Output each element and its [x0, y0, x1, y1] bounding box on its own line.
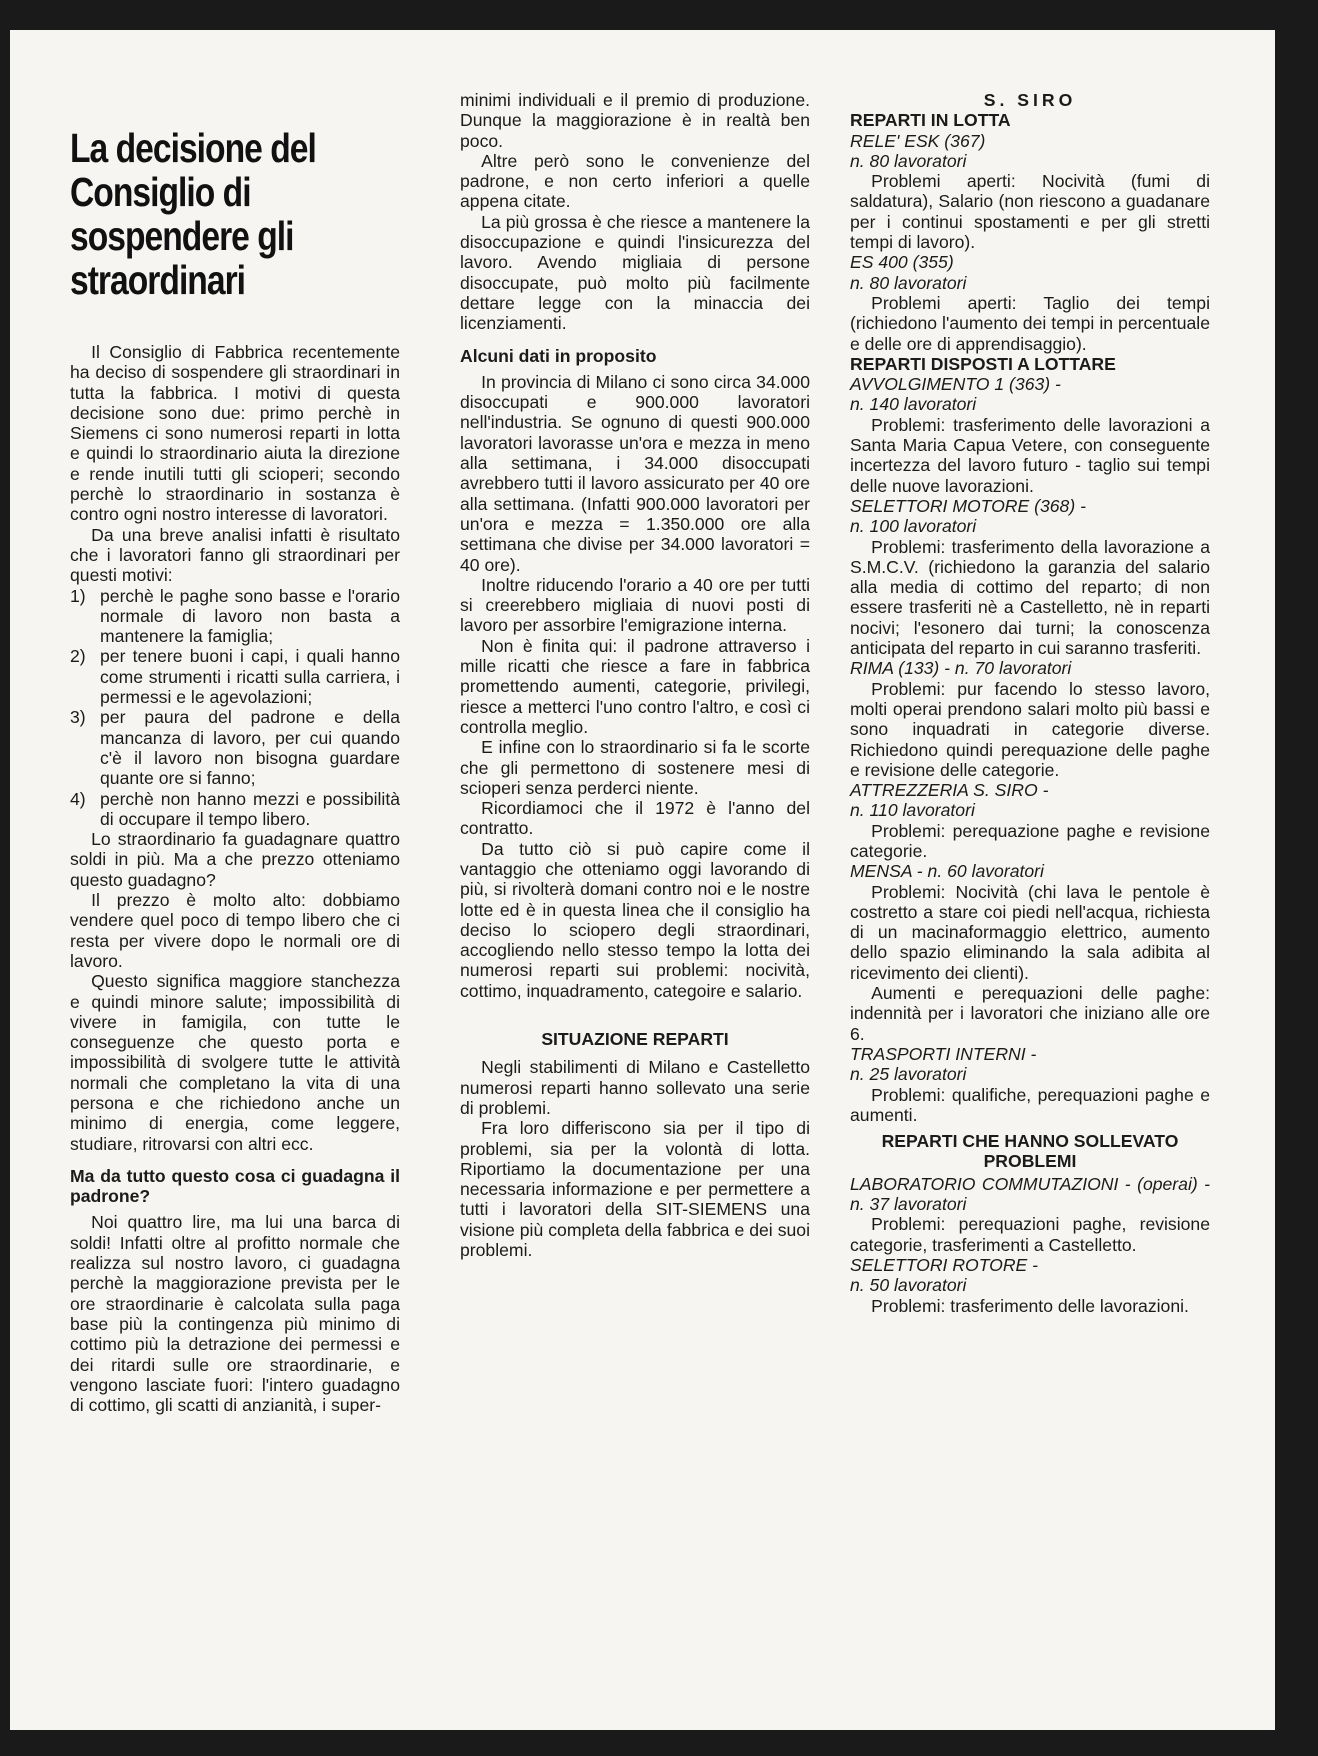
- section-heading: SITUAZIONE REPARTI: [541, 1029, 729, 1050]
- dept-name: AVVOLGIMENTO 1 (363) -: [850, 374, 1061, 395]
- dept-problems: Problemi: trasferimento delle lavorazioni a Santa Maria Capua Vetere, con conseguente incertezza del lavoro futuro - taglio sui tempi delle nuove lavorazioni.: [850, 414, 1210, 496]
- dept-workers: n. 110 lavoratori: [850, 800, 975, 821]
- dept-name: MENSA - n. 60 lavoratori: [850, 861, 1044, 882]
- paragraph: minimi individuali e il premio di produzione. Dunque la maggiorazione è in realtà ben poco.: [460, 90, 810, 151]
- column-3: [850, 90, 1210, 1316]
- magazine-page: [10, 30, 1275, 1730]
- list-item: 4) perchè non hanno mezzi e possibilità di occupare il tempo libero.: [70, 788, 400, 829]
- dept-workers: n. 50 lavoratori: [850, 1275, 967, 1296]
- paragraph: E infine con lo straordinario si fa le scorte che gli permettono di sostenere mesi di scioperi senza perderci niente.: [460, 737, 810, 798]
- paragraph: Non è finita qui: il padrone attraverso i mille ricatti che riesce a fare in fabbrica promettendo aumenti, categorie, privilegi, riesce a metterci l'uno contro l'altro, e così ci controlla meglio.: [460, 635, 810, 737]
- paragraph: La più grossa è che riesce a mantenere la disoccupazione e quindi l'insicurezza del lavoro. Avendo migliaia di persone disoccupate, può molto più facilmente dettare legge con la minaccia dei licenziamenti.: [460, 211, 810, 334]
- paragraph: Fra loro differiscono sia per il tipo di problemi, sia per la volontà di lotta. Riportiamo la documentazione per una necessaria informazione e per permettere a tutti i lavoratori della SIT-SIEMENS una visione più completa della fabbrica e dei suoi problemi.: [460, 1118, 810, 1261]
- dept-name: ATTREZZERIA S. SIRO -: [850, 780, 1049, 801]
- paragraph: Da una breve analisi infatti è risultato che i lavoratori fanno gli straordinari per questi motivi:: [70, 524, 400, 586]
- paragraph: Questo significa maggiore stanchezza e quindi minore salute; impossibilità di vivere in famigila, con tutte le conseguenze che questo porta e impossibilità di svolgere tutte le attività normali che completano la vita di una persona e che richiedono anche un minimo di energia, come leggere, studiare, ritrovarsi con altri ecc.: [70, 971, 400, 1154]
- subheading: Alcuni dati in proposito: [460, 345, 657, 366]
- paragraph: Altre però sono le convenienze del padrone, e non certo inferiori a quelle appena citate.: [460, 150, 810, 212]
- dept-problems: Problemi: trasferimento delle lavorazioni.: [871, 1295, 1189, 1316]
- dept-problems: Problemi aperti: Nocività (fumi di saldatura), Salario (non riescono a guadanare per i continui spostamenti e per gli stretti tempi di lavoro).: [850, 171, 1210, 253]
- site-heading: S. SIRO: [983, 90, 1077, 110]
- dept-workers: n. 100 lavoratori: [850, 516, 977, 537]
- subheading: Ma da tutto questo cosa ci guadagna il padrone?: [70, 1165, 400, 1207]
- paragraph: Il Consiglio di Fabbrica recentemente ha deciso di sospendere gli straordinari in tutta la fabbrica. I motivi di questa decisione sono due: primo perchè in Siemens ci sono numerosi reparti in lotta e quindi lo straordinario aiuta la direzione e rende inutili tutti gli scioperi; secondo perchè lo straordinario in sostanza è contro ogni nostro interesse di lavoratori.: [70, 342, 400, 525]
- dept-problems: Problemi: Nocività (chi lava le pentole è costretto a stare coi piedi nell'acqua, richiesta di un macinaformaggio elettrico, aumento dello spazio eliminando la sala adibita al ricevimento dei clienti).: [850, 881, 1210, 983]
- dept-problems: Aumenti e perequazioni delle paghe: indennità per i lavoratori che iniziano alle ore 6.: [850, 983, 1210, 1044]
- dept-problems: Problemi: trasferimento della lavorazione a S.M.C.V. (richiedono la garanzia del salario alla media di cottimo del reparto; di non essere trasferiti nè a Castelletto, nè in reparti nocivi; l'esonero dai turni; la conoscenza anticipata del reparto in cui saranno trasferiti.: [850, 536, 1210, 659]
- dept-name: TRASPORTI INTERNI -: [850, 1043, 1037, 1064]
- column-2: [460, 90, 810, 1260]
- group-heading: REPARTI DISPOSTI A LOTTARE: [850, 353, 1116, 374]
- paragraph: Da tutto ciò si può capire come il vantaggio che otteniamo oggi lavorando di più, si rivolterà domani contro noi e le nostre lotte ed è in questa linea che il consiglio ha deciso lo sciopero degli straordinari, accogliendo nello stesso tempo la lotta dei numerosi reparti sui problemi: nocività, cottimo, inquadramento, categoire e salario.: [460, 838, 810, 1001]
- article-title: La decisione del Consiglio di sospendere gli straordinari: [70, 125, 316, 303]
- column-1: [70, 90, 400, 1415]
- dept-problems: Problemi aperti: Taglio dei tempi (richiedono l'aumento dei tempi in percentuale e delle ore di apprendisaggio).: [850, 292, 1210, 354]
- paragraph: Lo straordinario fa guadagnare quattro soldi in più. Ma a che prezzo otteniamo questo guadagno?: [70, 829, 400, 890]
- dept-problems: Problemi: qualifiche, perequazioni paghe e aumenti.: [850, 1084, 1210, 1125]
- paragraph: Inoltre riducendo l'orario a 40 ore per tutti si creerebbero migliaia di nuovi posti di lavoro per assorbire l'emigrazione interna.: [460, 574, 810, 636]
- dept-problems: Problemi: perequazioni paghe, revisione categorie, trasferimenti a Castelletto.: [850, 1214, 1210, 1255]
- dept-name: RIMA (133) - n. 70 lavoratori: [850, 658, 1072, 679]
- paragraph: Il prezzo è molto alto: dobbiamo vendere quel poco di tempo libero che ci resta per vivere dopo le normali ore di lavoro.: [70, 890, 400, 971]
- dept-workers: n. 80 lavoratori: [850, 150, 967, 171]
- list-item: 3) per paura del padrone e della mancanza di lavoro, per cui quando c'è il lavoro non bisogna guardare quante ore si fanno;: [70, 707, 400, 789]
- dept-name: LABORATORIO COMMUTAZIONI - (operai) - n. 37 lavoratori: [850, 1173, 1210, 1215]
- dept-workers: n. 80 lavoratori: [850, 272, 967, 293]
- group-heading: REPARTI CHE HANNO SOLLEVATO PROBLEMI: [881, 1131, 1179, 1172]
- dept-workers: n. 25 lavoratori: [850, 1064, 967, 1085]
- group-heading: REPARTI IN LOTTA: [850, 110, 1011, 131]
- list-item: 2) per tenere buoni i capi, i quali hanno come strumenti i ricatti sulla carriera, i permessi e le agevolazioni;: [70, 646, 400, 708]
- dept-name: ES 400 (355): [850, 252, 954, 273]
- dept-workers: n. 140 lavoratori: [850, 394, 977, 415]
- paragraph: In provincia di Milano ci sono circa 34.000 disoccupati e 900.000 lavoratori nell'industria. Se ognuno di questi 900.000 lavoratori lavorasse un'ora e mezza in meno alla settimana, i 34.000 disoccupati avrebbero tutti il lavoro assicurato per 40 ore alla settimana. (Infatti 900.000 lavoratori per un'ora e mezza = 1.350.000 ore alla settimana che divise per 34.000 lavoratori = 40 ore).: [460, 371, 810, 575]
- paragraph: Ricordiamoci che il 1972 è l'anno del contratto.: [460, 798, 810, 839]
- dept-name: SELETTORI ROTORE -: [850, 1254, 1039, 1275]
- paragraph: Noi quattro lire, ma lui una barca di soldi! Infatti oltre al profitto normale che realizza sul nostro lavoro, ci guadagna perchè la maggiorazione prevista per le ore straordinarie è calcolata sulla paga base più la contingenza più minimo di cottimo più la detrazione dei permessi e dei ritardi sulle ore straordinarie, e vengono lasciate fuori: l'intero guadagno di cottimo, gli scatti di anzianità, i super-: [70, 1212, 400, 1416]
- reasons-list: [70, 586, 400, 830]
- dept-problems: Problemi: pur facendo lo stesso lavoro, molti operai prendono salari molto più bassi e sono inquadrati in categorie diverse. Richiedono quindi perequazione delle paghe e revisione delle categorie.: [850, 678, 1210, 780]
- paragraph: Negli stabilimenti di Milano e Castelletto numerosi reparti hanno sollevato una serie di problemi.: [460, 1057, 810, 1118]
- dept-name: RELE' ESK (367): [850, 130, 986, 151]
- dept-name: SELETTORI MOTORE (368) -: [850, 495, 1086, 516]
- dept-problems: Problemi: perequazione paghe e revisione categorie.: [850, 820, 1210, 861]
- list-item: 1) perchè le paghe sono basse e l'orario normale di lavoro non basta a mantenere la famiglia;: [70, 585, 400, 647]
